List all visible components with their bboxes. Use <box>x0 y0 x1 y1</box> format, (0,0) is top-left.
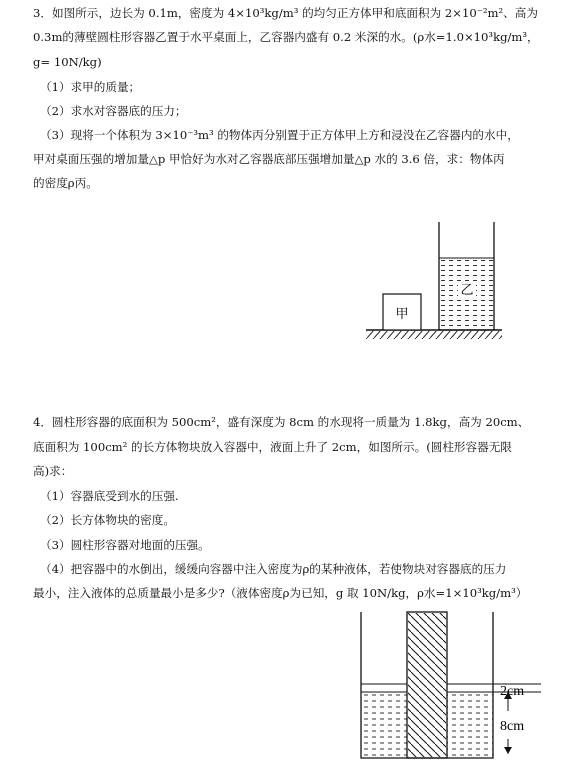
p3-line-8: 的密度ρ丙。 <box>33 176 98 190</box>
p3-question-3: （3）现将一个体积为 3×10⁻³m³ 的物体丙分别置于正方体甲上方和浸没在乙容器内的水中， <box>40 128 519 142</box>
p4-figure <box>355 608 555 768</box>
cube-jia-label: 甲 <box>395 307 409 322</box>
p3-line-2: 0.3m的薄壁圆柱形容器乙置于水平桌面上，乙容器内盛有 0.2 米深的水。(ρ水=1.0×10³kg/m³， <box>33 30 539 44</box>
p3-line-7: 甲对桌面压强的增加量△p 甲恰好为水对乙容器底部压强增加量△p 水的 3.6 倍，求：物体丙 <box>33 152 505 166</box>
p3-figure <box>360 218 510 348</box>
p3-question-2: （2）求水对容器底的压力； <box>40 104 187 118</box>
p4-question-3: （3）圆柱形容器对地面的压强。 <box>40 538 210 552</box>
p4-question-1: （1）容器底受到水的压强. <box>40 489 179 503</box>
p3-question-1: （1）求甲的质量； <box>40 80 141 94</box>
p4-line-1: 4．圆柱形容器的底面积为 500cm²，盛有深度为 8cm 的水现将一质量为 1.8kg，高为 20cm、 <box>33 415 530 429</box>
p3-line-3: g= 10N/kg) <box>33 55 102 69</box>
container-yi-label: 乙 <box>460 283 474 298</box>
table-hatch <box>366 331 502 339</box>
p4-line-8: 最小，注入液体的总质量最小是多少?（液体密度ρ为已知，g 取 10N/kg，ρ水=1×10³kg/m³） <box>33 586 528 600</box>
dim-label-2cm: 2cm <box>500 684 525 699</box>
p4-line-2: 底面积为 100cm² 的长方体物块放入容器中，液面上升了 2cm，如图所示。(圆柱形容器无限 <box>33 440 512 454</box>
dim-label-8cm: 8cm <box>500 719 525 734</box>
p4-question-2: （2）长方体物块的密度。 <box>40 513 175 527</box>
p4-line-3: 高)求： <box>33 464 73 478</box>
p3-line-1: 3．如图所示，边长为 0.1m，密度为 4×10³kg/m³ 的均匀正方体甲和底面积为 2×10⁻²m²、高为 <box>33 6 538 20</box>
p4-question-4: （4）把容器中的水倒出，缓缓向容器中注入密度为ρ的某种液体，若使物块对容器底的压力 <box>40 562 507 576</box>
